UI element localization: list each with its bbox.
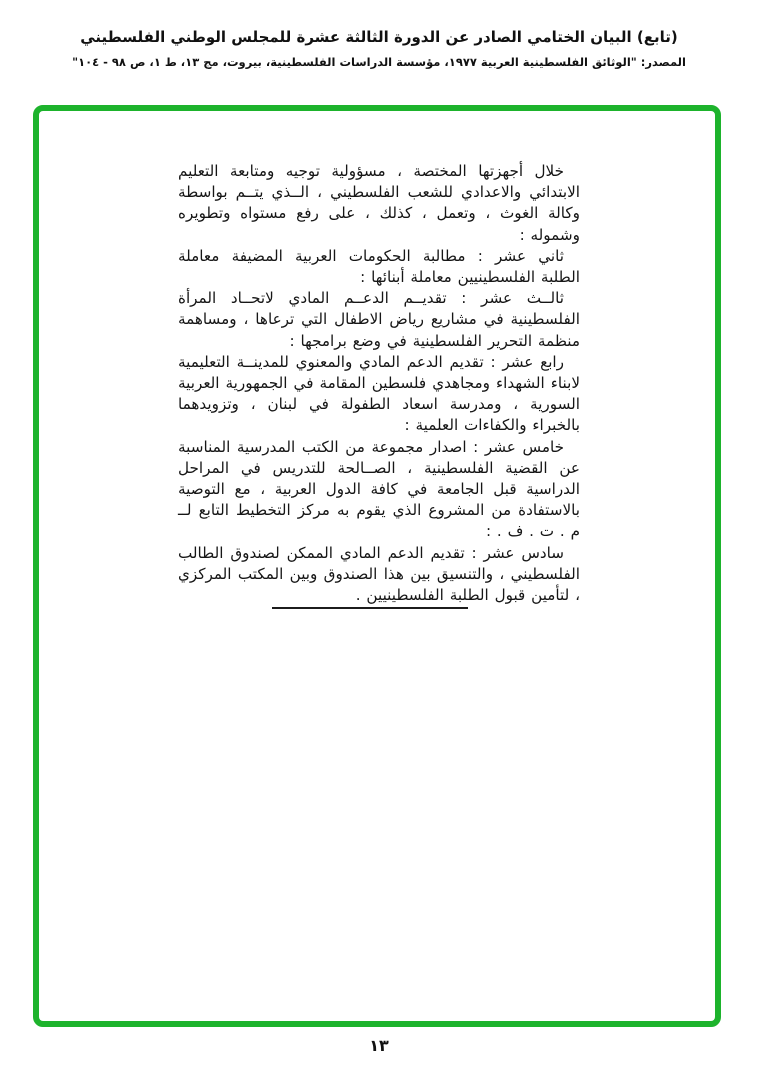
body-paragraph-item-sixteen: سادس عشر : تقديم الدعم المادي الممكن لصندوق الطالب الفلسطيني ، والتنسيق بين هذا الصندوق وبين المكتب المركزي ، لتأمين قبول الطلبة الفلسطينيين . xyxy=(178,543,580,605)
body-paragraph-item-twelve: ثاني عشر : مطالبة الحكومات العربية المضيفة معاملة الطلبة الفلسطينيين معاملة أبنائها : xyxy=(178,246,580,287)
document-title: (تابع) البيان الختامي الصادر عن الدورة الثالثة عشرة للمجلس الوطني الفلسطيني xyxy=(80,28,678,46)
body-paragraph-item-thirteen: ثالــث عشر : تقديــم الدعــم المادي لاتحــاد المرأة الفلسطينية في مشاريع رياض الاطفال التي ترعاها ، ومساهمة منظمة التحرير الفلسطينية في وضع برامجها : xyxy=(178,289,580,350)
document-body xyxy=(178,161,580,606)
page-number: ١٣ xyxy=(369,1036,389,1055)
document-header xyxy=(0,28,758,69)
document-source-citation: المصدر: "الوثائق الفلسطينية العربية ١٩٧٧، مؤسسة الدراسات الفلسطينية، بيروت، مج ١٣، ط ١، ص ٩٨ - ١٠٤" xyxy=(72,55,686,69)
section-divider-line xyxy=(272,607,468,609)
body-paragraph-continuation: خلال أجهزتها المختصة ، مسؤولية توجيه ومتابعة التعليم الابتدائي والاعدادي للشعب الفلسطيني ، الــذي يتــم بواسطة وكالة الغوث ، وتعمل ، كذلك ، على رفع مستواه وتطويره وشموله : xyxy=(178,162,580,244)
body-paragraph-item-fifteen: خامس عشر : اصدار مجموعة من الكتب المدرسية المناسبة عن القضية الفلسطينية ، الصــالحة للتدريس في المراحل الدراسية قبل الجامعة في كافة الدول العربية ، مع التوصية بالاستفادة من المشروع الذي يقوم به مركز التخطيط التابع لــ م . ت . ف . : xyxy=(178,437,580,541)
body-paragraph-item-fourteen: رابع عشر : تقديم الدعم المادي والمعنوي للمدينــة التعليمية لابناء الشهداء ومجاهدي فلسطين المقامة في الجمهورية العربية السورية ، ومدرسة اسعاد الطفولة في لبنان ، وتزويدهما بالخبراء والكفاءات العلمية : xyxy=(178,352,580,435)
